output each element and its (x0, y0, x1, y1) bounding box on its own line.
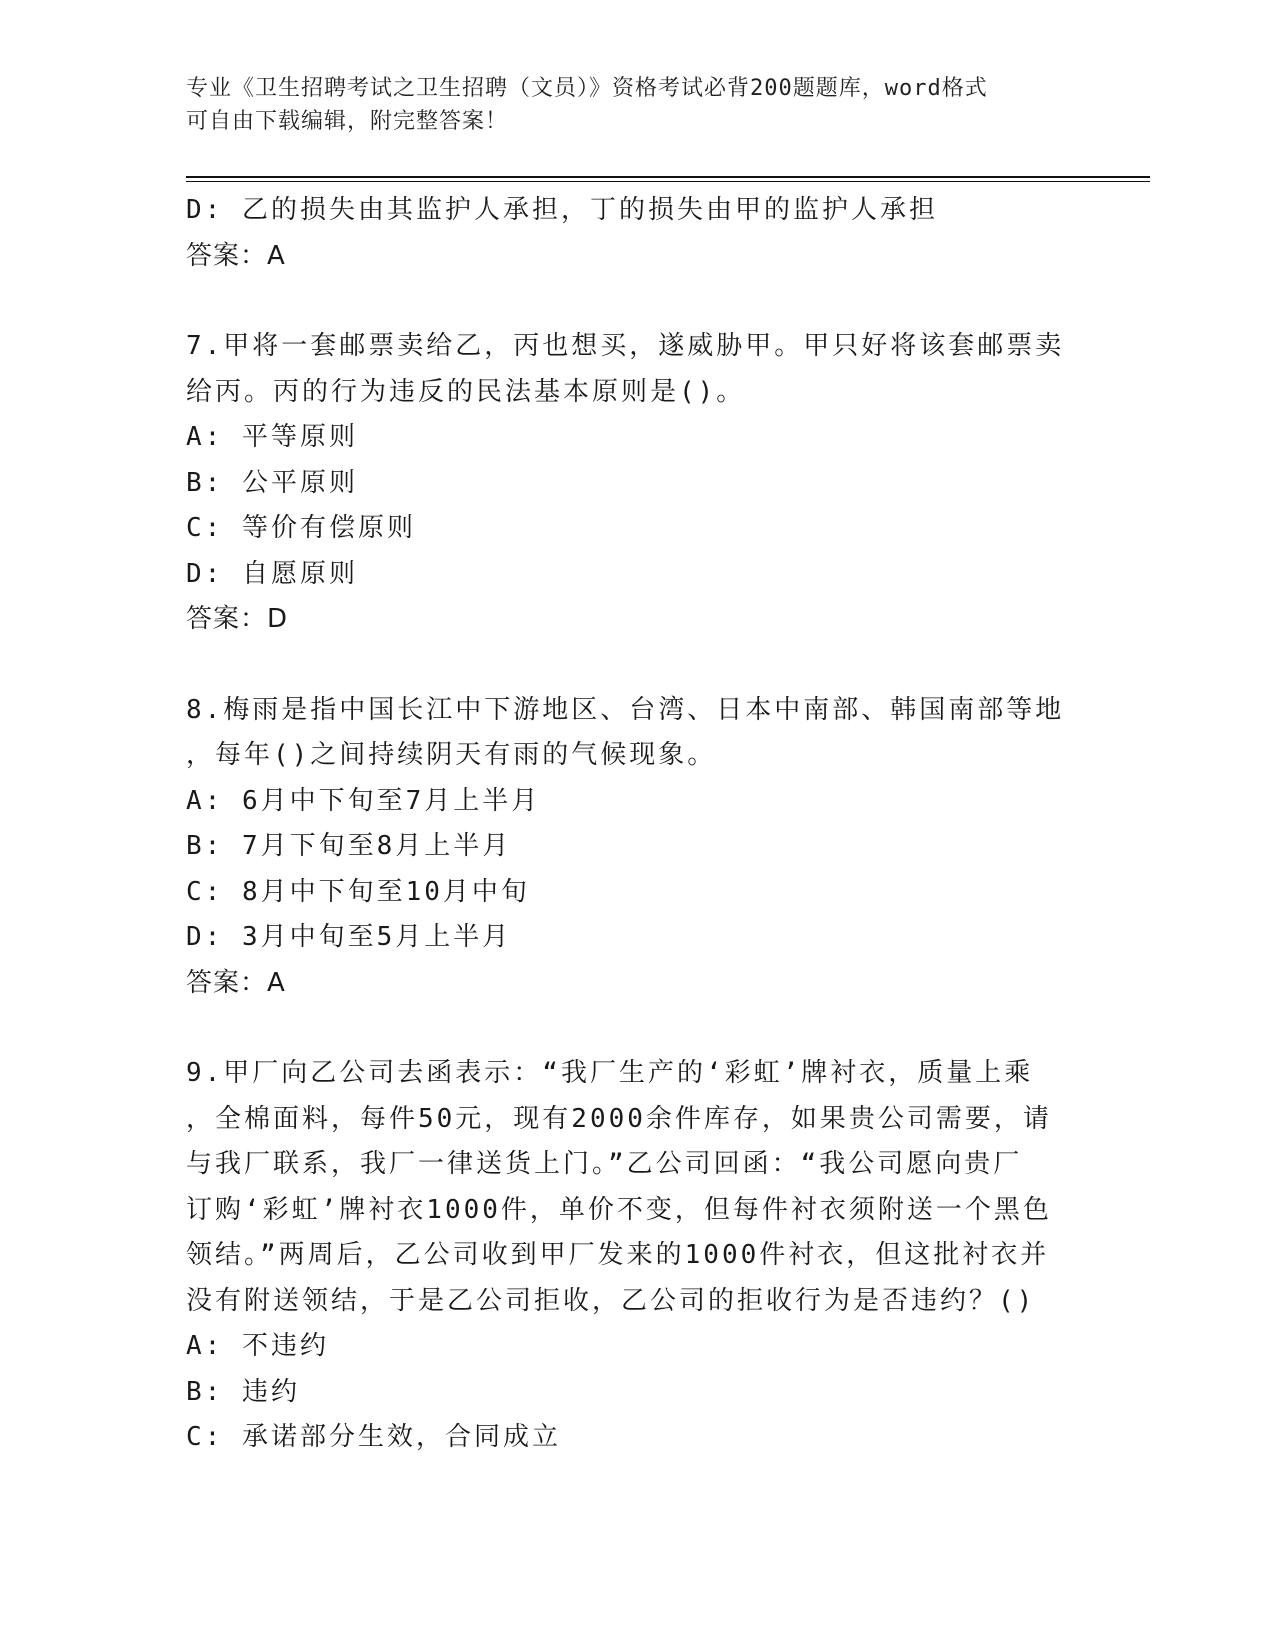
question-7-option-b: B: 公平原则 (186, 467, 358, 498)
header-line-1: 专业《卫生招聘考试之卫生招聘（文员）》资格考试必背200题题库，word格式 (186, 76, 988, 101)
spacer (186, 1006, 1086, 1051)
question-9-stem-line-1: 9.甲厂向乙公司去函表示：“我厂生产的‘彩虹’牌衬衣，质量上乘 (186, 1058, 1034, 1088)
question-9-stem-line-4: 订购‘彩虹’牌衬衣1000件，单价不变，但每件衬衣须附送一个黑色 (186, 1194, 1052, 1225)
question-8-option-c: C: 8月中下旬至10月中旬 (186, 876, 530, 907)
question-7-option-a: A: 平等原则 (186, 422, 358, 452)
question-9-stem-line-5: 领结。”两周后，乙公司收到甲厂发来的1000件衬衣，但这批衬衣并 (186, 1240, 1050, 1270)
question-7-stem-line-1: 7.甲将一套邮票卖给乙，丙也想买，遂威胁甲。甲只好将该套邮票卖 (186, 331, 1065, 361)
question-8-option-a: A: 6月中下旬至7月上半月 (186, 785, 541, 816)
question-content (186, 188, 1086, 1461)
header-divider-thick (186, 176, 1150, 178)
question-7-option-c: C: 等价有偿原则 (186, 513, 416, 543)
spacer (186, 643, 1086, 688)
document-header (186, 72, 1066, 138)
question-6-answer: 答案：A (186, 240, 286, 271)
spacer (186, 279, 1086, 324)
header-divider-thin (186, 181, 1150, 182)
question-9-stem-line-6: 没有附送领结，于是乙公司拒收，乙公司的拒收行为是否违约？() (186, 1285, 1036, 1316)
question-9 (186, 1051, 1086, 1461)
question-9-stem-line-2: ，全棉面料，每件50元，现有2000余件库存，如果贵公司需要，请 (186, 1103, 1052, 1134)
question-7 (186, 324, 1086, 643)
question-6-option-d: D: 乙的损失由其监护人承担，丁的损失由甲的监护人承担 (186, 195, 938, 225)
question-9-option-a: A: 不违约 (186, 1331, 329, 1361)
question-8-stem-line-1: 8.梅雨是指中国长江中下游地区、台湾、日本中南部、韩国南部等地 (186, 694, 1065, 725)
question-8-answer: 答案：A (186, 967, 286, 998)
question-7-stem-line-2: 给丙。丙的行为违反的民法基本原则是()。 (186, 376, 746, 407)
question-8-option-d: D: 3月中旬至5月上半月 (186, 922, 512, 952)
question-9-option-c: C: 承诺部分生效，合同成立 (186, 1422, 561, 1452)
question-9-option-b: B: 违约 (186, 1376, 300, 1407)
question-9-stem-line-3: 与我厂联系，我厂一律送货上门。”乙公司回函：“我公司愿向贵厂 (186, 1149, 1023, 1179)
question-7-answer: 答案：D (186, 604, 289, 634)
question-6-tail (186, 188, 1086, 279)
header-line-2: 可自由下载编辑，附完整答案！ (186, 109, 509, 134)
question-8 (186, 688, 1086, 1007)
question-7-option-d: D: 自愿原则 (186, 558, 358, 589)
question-8-option-b: B: 7月下旬至8月上半月 (186, 831, 512, 861)
question-8-stem-line-2: ，每年()之间持续阴天有雨的气候现象。 (186, 740, 717, 770)
